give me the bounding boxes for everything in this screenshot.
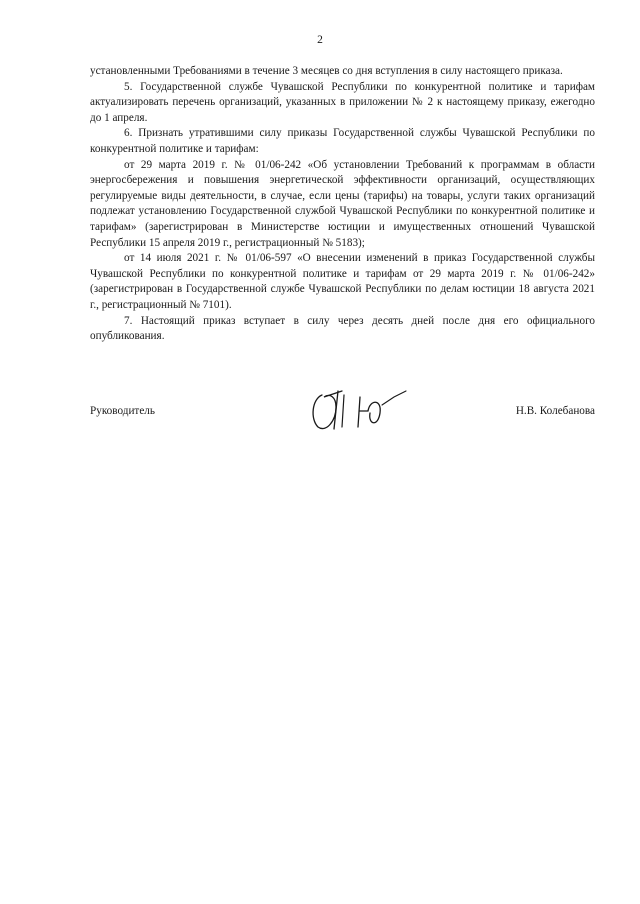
paragraph-order-2019: от 29 марта 2019 г. № 01/06-242 «Об установлении Требований к программам в области энергосбережения и повышения энергетической эффективности организаций, осуществляющих регулируемые виды деятельности, в случае, если цены (тарифы) на товары, услуги таких организаций подлежат установлению Государственной службой Чувашской Республики по конкурентной политике и тарифам» (зарегистрирован в Министерстве юстиции и имущественных отношений Чувашской Республики 15 апреля 2019 г., регистрационный № 5183); xyxy=(90,158,595,249)
paragraph-item-6: 6. Признать утратившими силу приказы Государственной службы Чувашской Республики по конкурентной политике и тарифам: xyxy=(90,127,595,155)
signature-block xyxy=(90,385,595,435)
page-number: 2 xyxy=(317,34,323,46)
paragraph-item-7: 7. Настоящий приказ вступает в силу через десять дней после дня его официального опубликования. xyxy=(90,314,595,343)
document-body xyxy=(90,64,595,345)
paragraph-item-5: 5. Государственной службе Чувашской Республики по конкурентной политике и тарифам актуализировать перечень организаций, указанных в приложении № 2 к настоящему приказу, ежегодно до 1 апреля. xyxy=(90,80,595,124)
paragraph-continuation: установленными Требованиями в течение 3 месяцев со дня вступления в силу настоящего приказа. xyxy=(90,65,563,77)
paragraph-order-2021: от 14 июля 2021 г. № 01/06-597 «О внесении изменений в приказ Государственной службы Чувашской Республики по конкурентной политике и тарифам от 29 марта 2019 г. № 01/06-242» (зарегистрирован в Государственной службе Чувашской Республики по делам юстиции 18 августа 2021 г., регистрационный № 7101). xyxy=(90,252,595,311)
handwritten-signature xyxy=(308,385,428,435)
signatory-name: Н.В. Колебанова xyxy=(515,405,595,417)
signatory-position: Руководитель xyxy=(90,405,155,417)
